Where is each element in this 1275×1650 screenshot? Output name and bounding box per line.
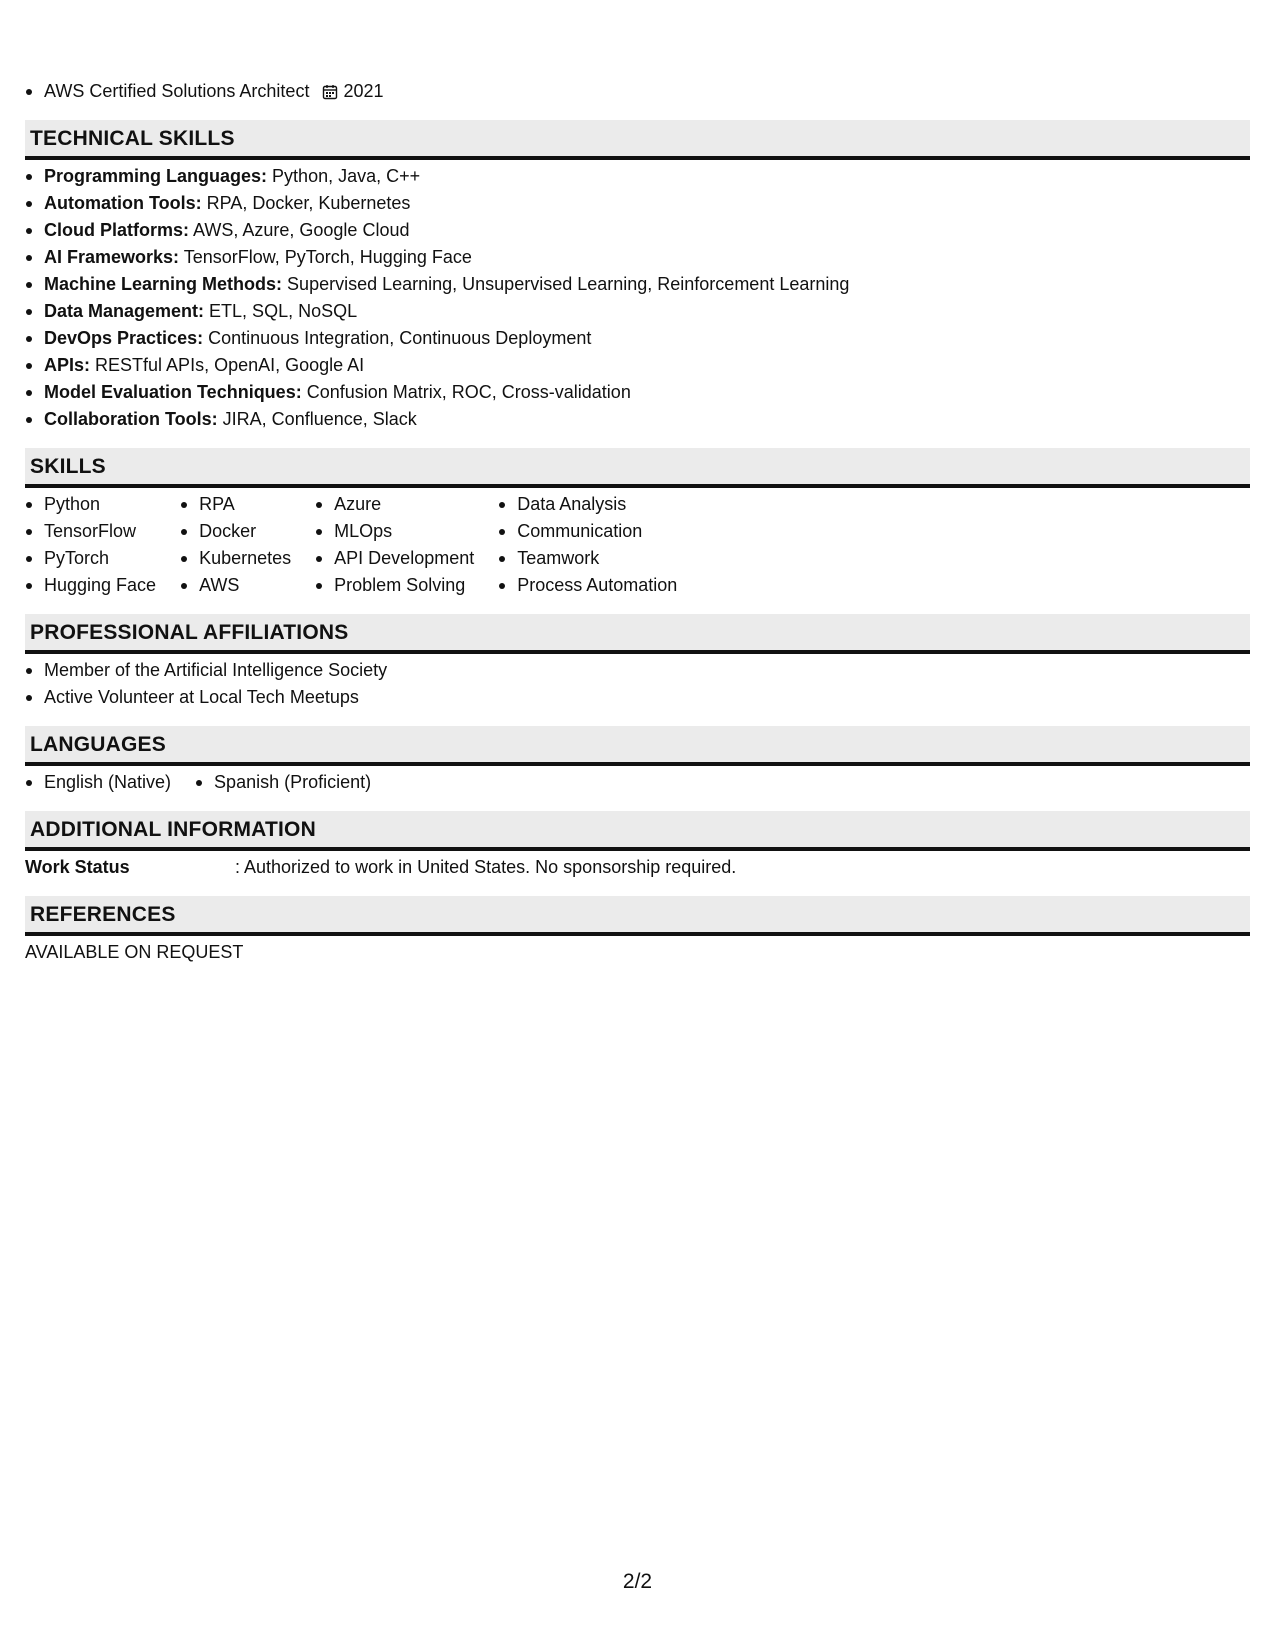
affiliations-list bbox=[25, 657, 1250, 711]
technical-skill-label: Data Management: bbox=[44, 301, 205, 321]
skills-column bbox=[25, 491, 156, 599]
technical-skill-item bbox=[25, 217, 1250, 244]
technical-skill-value: AWS, Azure, Google Cloud bbox=[193, 220, 410, 240]
technical-skills-heading: TECHNICAL SKILLS bbox=[25, 120, 1250, 160]
skill-item: Kubernetes bbox=[180, 545, 291, 572]
technical-skills-list bbox=[25, 163, 1250, 433]
skill-item: API Development bbox=[315, 545, 474, 572]
work-status-row bbox=[25, 854, 1250, 881]
technical-skill-label: Automation Tools: bbox=[44, 193, 202, 213]
skill-item: TensorFlow bbox=[25, 518, 156, 545]
resume-page bbox=[25, 78, 1250, 966]
skill-item: Docker bbox=[180, 518, 291, 545]
affiliation-item: Member of the Artificial Intelligence Society bbox=[25, 657, 1250, 684]
technical-skill-value: Supervised Learning, Unsupervised Learning, Reinforcement Learning bbox=[287, 274, 850, 294]
technical-skill-item bbox=[25, 163, 1250, 190]
certification-name: AWS Certified Solutions Architect bbox=[44, 81, 310, 101]
skill-item: Problem Solving bbox=[315, 572, 474, 599]
technical-skill-value: Python, Java, C++ bbox=[272, 166, 421, 186]
skills-column bbox=[315, 491, 474, 599]
technical-skill-item bbox=[25, 244, 1250, 271]
skills-heading: SKILLS bbox=[25, 448, 1250, 488]
technical-skill-item bbox=[25, 406, 1250, 433]
technical-skill-item bbox=[25, 298, 1250, 325]
technical-skill-item bbox=[25, 271, 1250, 298]
calendar-icon bbox=[322, 84, 338, 100]
technical-skill-item bbox=[25, 190, 1250, 217]
skill-item: AWS bbox=[180, 572, 291, 599]
technical-skill-value: RPA, Docker, Kubernetes bbox=[206, 193, 411, 213]
technical-skill-label: Cloud Platforms: bbox=[44, 220, 190, 240]
skills-grid bbox=[25, 491, 1250, 599]
skill-item: MLOps bbox=[315, 518, 474, 545]
skill-item: Hugging Face bbox=[25, 572, 156, 599]
certification-year: 2021 bbox=[343, 81, 384, 101]
technical-skill-label: AI Frameworks: bbox=[44, 247, 180, 267]
skills-column bbox=[180, 491, 291, 599]
affiliation-item: Active Volunteer at Local Tech Meetups bbox=[25, 684, 1250, 711]
skill-item: Teamwork bbox=[498, 545, 677, 572]
language-item: English (Native) bbox=[25, 769, 171, 796]
references-heading: REFERENCES bbox=[25, 896, 1250, 936]
technical-skill-label: Collaboration Tools: bbox=[44, 409, 218, 429]
technical-skill-label: Programming Languages: bbox=[44, 166, 268, 186]
skill-item: RPA bbox=[180, 491, 291, 518]
affiliations-heading: PROFESSIONAL AFFILIATIONS bbox=[25, 614, 1250, 654]
technical-skill-value: RESTful APIs, OpenAI, Google AI bbox=[95, 355, 365, 375]
language-item: Spanish (Proficient) bbox=[195, 769, 371, 796]
work-status-label: Work Status bbox=[25, 857, 130, 877]
languages-list bbox=[25, 769, 1250, 796]
references-text: AVAILABLE ON REQUEST bbox=[25, 942, 244, 962]
languages-heading: LANGUAGES bbox=[25, 726, 1250, 766]
technical-skill-value: TensorFlow, PyTorch, Hugging Face bbox=[183, 247, 472, 267]
technical-skill-item bbox=[25, 325, 1250, 352]
technical-skill-value: JIRA, Confluence, Slack bbox=[222, 409, 417, 429]
skill-item: PyTorch bbox=[25, 545, 156, 572]
skill-item: Data Analysis bbox=[498, 491, 677, 518]
technical-skill-label: DevOps Practices: bbox=[44, 328, 204, 348]
skills-column bbox=[498, 491, 677, 599]
certification-item bbox=[25, 78, 1250, 105]
technical-skill-value: ETL, SQL, NoSQL bbox=[209, 301, 358, 321]
technical-skill-label: APIs: bbox=[44, 355, 91, 375]
skill-item: Communication bbox=[498, 518, 677, 545]
additional-info-heading: ADDITIONAL INFORMATION bbox=[25, 811, 1250, 851]
work-status-value: : Authorized to work in United States. No sponsorship required. bbox=[235, 857, 737, 877]
technical-skill-label: Machine Learning Methods: bbox=[44, 274, 283, 294]
technical-skill-label: Model Evaluation Techniques: bbox=[44, 382, 302, 402]
certification-list bbox=[25, 78, 1250, 105]
technical-skill-item bbox=[25, 379, 1250, 406]
skill-item: Python bbox=[25, 491, 156, 518]
skill-item: Azure bbox=[315, 491, 474, 518]
skill-item: Process Automation bbox=[498, 572, 677, 599]
technical-skill-value: Continuous Integration, Continuous Deployment bbox=[208, 328, 592, 348]
page-number: 2/2 bbox=[622, 1570, 653, 1593]
technical-skill-item bbox=[25, 352, 1250, 379]
technical-skill-value: Confusion Matrix, ROC, Cross-validation bbox=[306, 382, 631, 402]
